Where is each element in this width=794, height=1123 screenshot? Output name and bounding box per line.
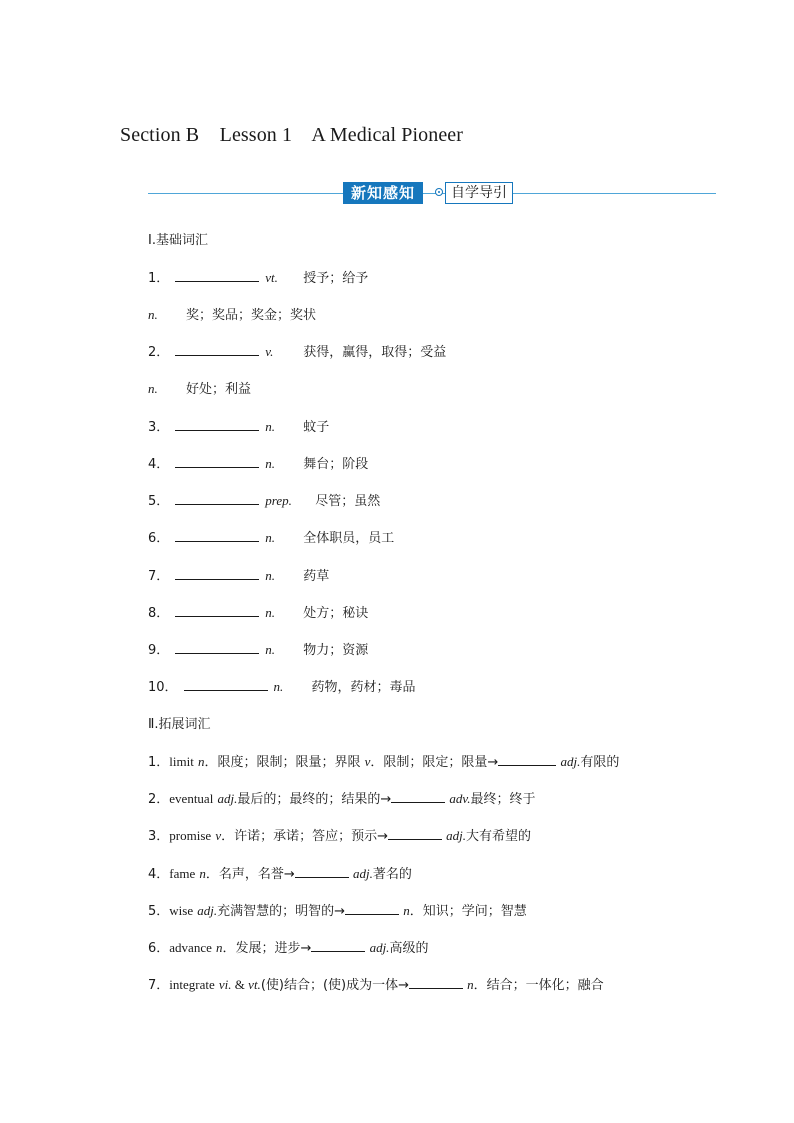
meaning: 全体职员，员工: [303, 531, 395, 546]
section-heading: Ⅱ.拓展词汇: [148, 717, 211, 732]
derivation-item: [148, 753, 619, 772]
part-of-speech: n.: [265, 419, 276, 434]
answer-blank[interactable]: [175, 269, 259, 282]
definition: 大有希望的: [466, 829, 532, 844]
part-of-speech: prep.: [265, 493, 292, 508]
item-number: 1．: [148, 271, 170, 286]
meaning: 奖；奖品；奖金；奖状: [186, 308, 317, 323]
vocab-item: [148, 641, 368, 660]
item-number: 5．: [148, 494, 170, 509]
answer-blank[interactable]: [184, 678, 268, 691]
part-of-speech: n.: [265, 530, 276, 545]
section-heading: Ⅰ.基础词汇: [148, 233, 208, 248]
part-of-speech: n.: [265, 642, 276, 657]
page-title: Section B Lesson 1 A Medical Pioneer: [120, 124, 464, 146]
item-number: 7．: [148, 978, 170, 993]
meaning: 好处；利益: [186, 382, 252, 397]
vocab-item: [148, 380, 251, 399]
meaning: 药物，药材；毒品: [311, 680, 416, 695]
answer-blank[interactable]: [295, 865, 349, 878]
part-of-speech: n: [199, 866, 206, 881]
part-of-speech: n.: [273, 679, 284, 694]
headword: advance: [169, 940, 212, 955]
definition: ．限制；限定；限量→: [370, 755, 499, 770]
item-number: 6．: [148, 531, 170, 546]
item-number: 4．: [148, 867, 170, 882]
answer-blank[interactable]: [175, 529, 259, 542]
vocab-item: [148, 269, 368, 288]
definition: ．许诺；承诺；答应；预示→: [221, 829, 388, 844]
answer-blank[interactable]: [388, 827, 442, 840]
meaning: 蚊子: [303, 420, 330, 435]
derivation-item: [148, 939, 428, 958]
meaning: 授予；给予: [303, 271, 369, 286]
answer-blank[interactable]: [175, 567, 259, 580]
bullet-icon: [435, 188, 443, 196]
definition: ．限度；限制；限量；界限: [204, 755, 361, 770]
part-of-speech: adv.: [449, 791, 471, 806]
derivation-item: [148, 902, 527, 921]
item-number: 7．: [148, 569, 170, 584]
part-of-speech: n.: [265, 456, 276, 471]
definition: (使)结合；(使)成为一体→: [260, 978, 409, 993]
item-number: 3．: [148, 420, 170, 435]
banner-label: 自学导引: [445, 182, 513, 204]
headword: promise: [169, 828, 212, 843]
meaning: 处方；秘诀: [303, 606, 369, 621]
derivation-item: [148, 865, 412, 884]
part-of-speech: adj.: [369, 940, 390, 955]
definition: 著名的: [372, 867, 412, 882]
answer-blank[interactable]: [175, 641, 259, 654]
definition: 充满智慧的；明智的→: [217, 904, 346, 919]
banner-rule: [148, 193, 716, 194]
part-of-speech: adj.: [352, 866, 373, 881]
part-of-speech: n.: [148, 307, 158, 322]
part-of-speech: adj.: [217, 791, 238, 806]
item-number: 4．: [148, 457, 170, 472]
item-number: 1．: [148, 755, 170, 770]
headword: integrate: [169, 977, 215, 992]
meaning: 获得，赢得，取得；受益: [303, 345, 447, 360]
answer-blank[interactable]: [175, 492, 259, 505]
part-of-speech: v: [215, 828, 222, 843]
part-of-speech: adj.: [560, 754, 581, 769]
part-of-speech: n: [403, 903, 410, 918]
answer-blank[interactable]: [311, 939, 365, 952]
part-of-speech: n: [467, 977, 474, 992]
ampersand: &: [231, 977, 249, 992]
vocab-item: [148, 678, 416, 697]
vocab-item: [148, 306, 316, 325]
definition: ．结合；一体化；融合: [473, 978, 604, 993]
derivation-item: [148, 827, 531, 846]
meaning: 药草: [303, 569, 330, 584]
headword: limit: [169, 754, 194, 769]
derivation-item: [148, 790, 535, 809]
meaning: 舞台；阶段: [303, 457, 369, 472]
definition: 有限的: [580, 755, 620, 770]
answer-blank[interactable]: [175, 418, 259, 431]
answer-blank[interactable]: [175, 604, 259, 617]
part-of-speech: v.: [265, 344, 274, 359]
part-of-speech: vt.: [248, 977, 261, 992]
vocab-item: [148, 455, 368, 474]
item-number: 9．: [148, 643, 170, 658]
part-of-speech: n: [216, 940, 223, 955]
vocab-item: [148, 418, 329, 437]
part-of-speech: n.: [265, 605, 276, 620]
item-number: 2．: [148, 345, 170, 360]
definition: 高级的: [389, 941, 429, 956]
item-number: 5．: [148, 904, 170, 919]
part-of-speech: adj.: [197, 903, 218, 918]
item-number: 10．: [148, 680, 178, 695]
headword: wise: [169, 903, 194, 918]
part-of-speech: n.: [148, 381, 158, 396]
answer-blank[interactable]: [498, 753, 556, 766]
vocab-item: [148, 529, 394, 548]
answer-blank[interactable]: [345, 902, 399, 915]
part-of-speech: vi.: [218, 977, 232, 992]
answer-blank[interactable]: [175, 455, 259, 468]
part-of-speech: vt.: [265, 270, 278, 285]
definition: ．知识；学问；智慧: [409, 904, 527, 919]
part-of-speech: adj.: [446, 828, 467, 843]
definition: 最后的；最终的；结果的→: [237, 792, 392, 807]
vocab-item: [148, 604, 368, 623]
definition: 最终；终于: [470, 792, 536, 807]
definition: ．名声，名誉→: [205, 867, 295, 882]
item-number: 6．: [148, 941, 170, 956]
vocab-item: [148, 567, 329, 586]
answer-blank[interactable]: [391, 790, 445, 803]
item-number: 3．: [148, 829, 170, 844]
part-of-speech: n.: [265, 568, 276, 583]
answer-blank[interactable]: [409, 976, 463, 989]
banner-badge: 新知感知: [343, 182, 423, 204]
meaning: 物力；资源: [303, 643, 369, 658]
headword: eventual: [169, 791, 214, 806]
vocab-item: [148, 343, 446, 362]
part-of-speech: n: [197, 754, 205, 769]
item-number: 2．: [148, 792, 170, 807]
headword: fame: [169, 866, 196, 881]
definition: ．发展；进步→: [222, 941, 312, 956]
part-of-speech: v: [364, 754, 371, 769]
meaning: 尽管；虽然: [315, 494, 381, 509]
vocab-item: [148, 492, 380, 511]
item-number: 8．: [148, 606, 170, 621]
answer-blank[interactable]: [175, 343, 259, 356]
section-banner: [148, 180, 716, 208]
derivation-item: [148, 976, 604, 995]
